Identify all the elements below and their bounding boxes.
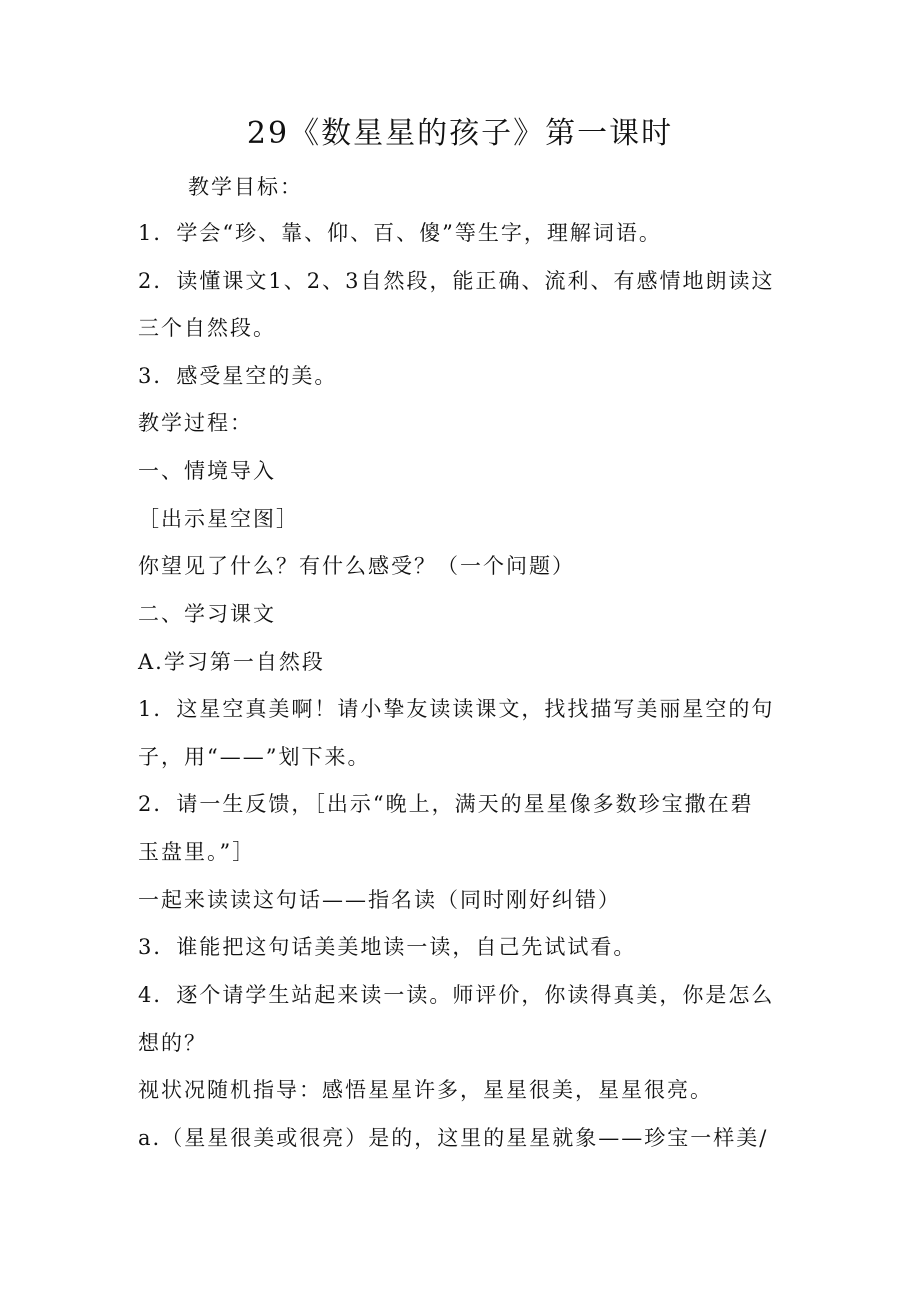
objective-3: 3．感受星空的美。 — [138, 364, 338, 388]
activity-4-cont: 想的？ — [138, 1031, 207, 1055]
step-heading-intro: 一、情境导入 — [138, 459, 276, 483]
activity-4: 4．逐个请学生站起来读一读。师评价，你读得真美，你是怎么 — [138, 983, 775, 1007]
guidance-a: a.（星星很美或很亮）是的，这里的星星就象——珍宝一样美/ — [138, 1126, 769, 1150]
section-heading-objectives: 教学目标： — [188, 175, 303, 199]
read-together-line: 一起来读读这句话——指名读（同时刚好纠错） — [138, 888, 621, 912]
activity-2: 2．请一生反馈，［出示“晚上，满天的星星像多数珍宝撒在碧 — [138, 792, 754, 816]
activity-1: 1．这星空真美啊！请小挚友读读课文，找找描写美丽星空的句 — [138, 697, 775, 721]
section-heading-process: 教学过程： — [138, 411, 253, 435]
sub-heading-paragraph-1: A.学习第一自然段 — [138, 650, 325, 674]
step-heading-study: 二、学习课文 — [138, 602, 276, 626]
activity-1-cont: 子，用“——”划下来。 — [138, 745, 371, 769]
guidance-line: 视状况随机指导：感悟星星许多，星星很美，星星很亮。 — [138, 1078, 713, 1102]
objective-2: 2．读懂课文1、2、3自然段，能正确、流利、有感情地朗读这 — [138, 269, 775, 293]
show-starry-sky: ［出示星空图］ — [138, 507, 299, 531]
objective-2-cont: 三个自然段。 — [138, 316, 276, 340]
document-title: 29《数星星的孩子》第一课时 — [246, 116, 674, 151]
activity-3: 3．谁能把这句话美美地读一读，自己先试试看。 — [138, 935, 637, 959]
objective-1: 1．学会“珍、靠、仰、百、傻”等生字，理解词语。 — [138, 221, 662, 245]
activity-2-cont: 玉盘里。”］ — [138, 840, 256, 864]
question-line: 你望见了什么？有什么感受？（一个问题） — [138, 554, 575, 578]
